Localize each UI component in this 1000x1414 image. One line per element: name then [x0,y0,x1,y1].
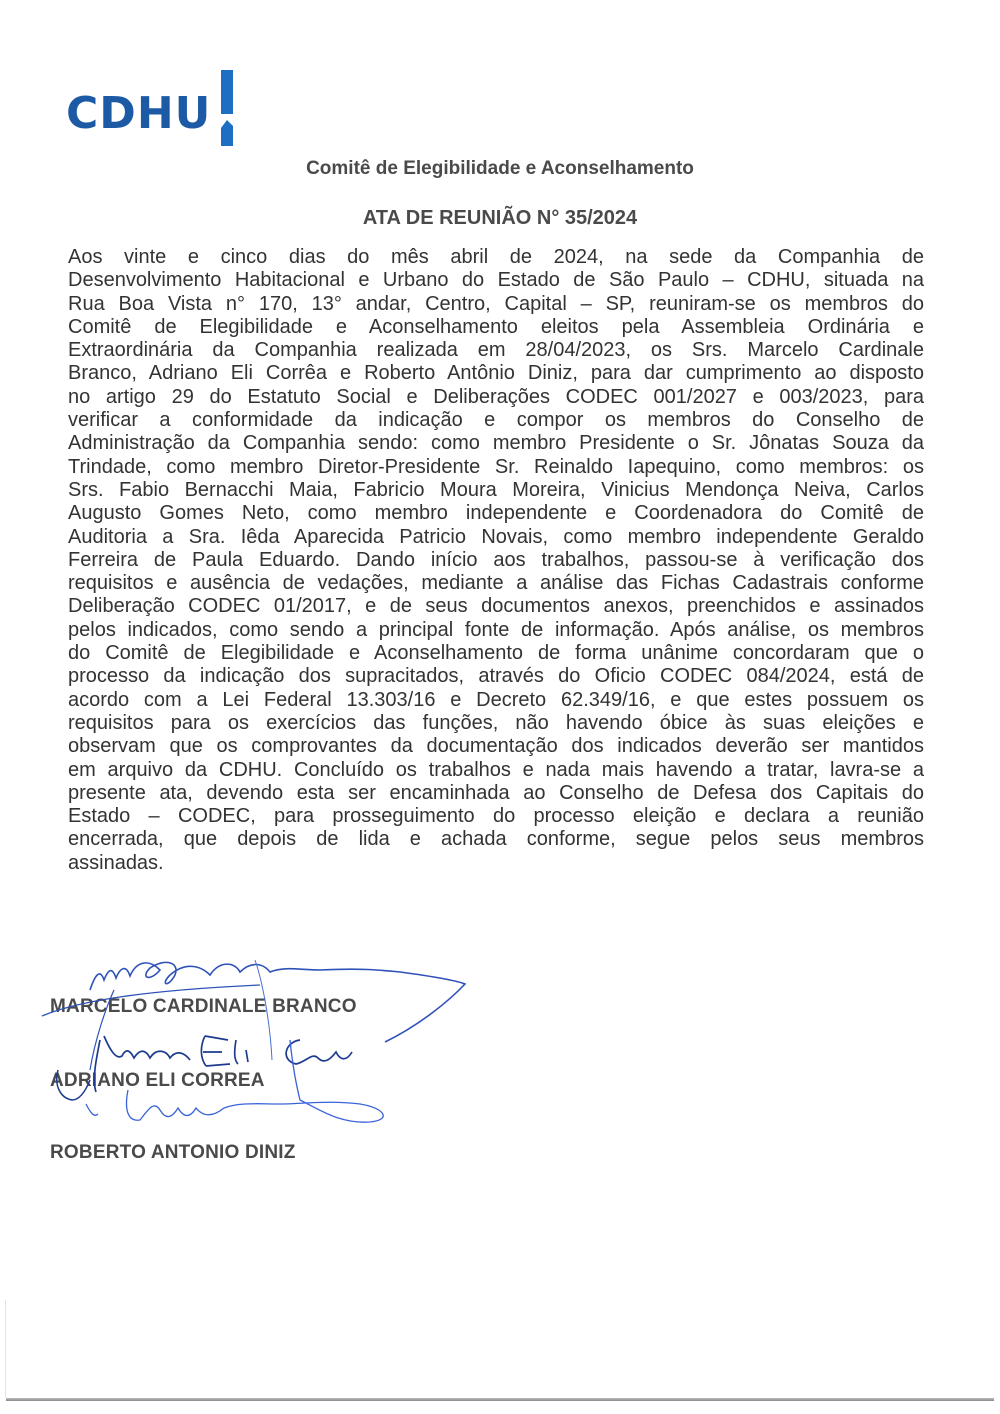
body-line-text: Deliberação CODEC 01/2017, e de seus documentos anexos, preenchidos e assinados [68,595,924,618]
signature-adriano [94,1036,352,1092]
body-line-text: Auditoria a Sra. Iêda Aparecida Patricio Novais, como membro independente Geraldo [68,525,924,548]
body-line [68,549,924,572]
body-line [68,409,924,432]
body-line-text: Rua Boa Vista n° 170, 13° andar, Centro, Capital – SP, reuniram-se os membros do [68,292,924,315]
body-line [68,479,924,502]
body-line [68,316,924,339]
body-line [68,595,924,618]
body-line [68,526,924,549]
body-line-text: Estado – CODEC, para prosseguimento do processo eleição e declara a reunião [68,805,924,828]
signatory-name: MARCELO CARDINALE BRANCO [50,996,357,1017]
body-line [68,269,924,292]
body-line-text: verificar a conformidade da indicação e compor os membros do Conselho de [68,409,924,432]
logo-text: CDHU [66,88,212,139]
body-line-text: Augusto Gomes Neto, como membro independente e Coordenadora do Comitê de [68,502,924,525]
body-line-text: presente ata, devendo esta ser encaminhada ao Conselho de Defesa dos Capitais do [68,781,924,804]
committee-name-text: Comitê de Elegibilidade e Aconselhamento [306,158,694,179]
body-line-text: assinadas. [68,851,164,874]
body-line [68,689,924,712]
body-line-text: Extraordinária da Companhia realizada em 28/04/2023, os Srs. Marcelo Cardinale [68,339,924,362]
body-line [68,339,924,362]
body-line-text: processo da indicação dos supracitados, através do Oficio CODEC 084/2024, está de [68,665,924,688]
body-line-text: Desenvolvimento Habitacional e Urbano do Estado de São Paulo – CDHU, situada na [68,269,924,292]
body-line [68,362,924,385]
body-line-text: observam que os comprovantes da documentação dos indicados deverão ser mantidos [68,735,924,758]
body-line [68,456,924,479]
body-line [68,665,924,688]
body-line [68,502,924,525]
signature-marcelo [90,962,465,1042]
meeting-minutes-body [68,246,924,875]
body-line-text: do Comitê de Elegibilidade e Aconselhamento de forma unânime concordaram que o [68,642,924,665]
body-line [68,619,924,642]
scan-edge-bottom [6,1398,994,1401]
body-line-text: pelos indicados, como sendo a principal fonte de informação. Após análise, os membros [68,618,924,641]
body-line [68,759,924,782]
body-line-text: Trindade, como membro Diretor-Presidente Sr. Reinaldo Iapequino, como membros: os [68,455,924,478]
body-line [68,828,924,851]
body-line [68,293,924,316]
body-line [68,386,924,409]
body-line [68,432,924,455]
scan-edge-left [5,1300,6,1398]
cdhu-logo [66,70,235,139]
body-line-text: acordo com a Lei Federal 13.303/16 e Decreto 62.349/16, e que estes possuem os [68,688,924,711]
body-line [68,572,924,595]
committee-name [0,158,1000,180]
body-line-text: Branco, Adriano Eli Corrêa e Roberto Antônio Diniz, para dar cumprimento ao disposto [68,362,924,385]
document-title: ATA DE REUNIÃO N° 35/2024 [362,207,638,229]
body-line-text: Administração da Companhia sendo: como membro Presidente o Sr. Jônatas Souza da [68,432,924,455]
body-line [68,712,924,735]
signature-roberto [86,1040,383,1122]
body-line [68,735,924,758]
body-line [68,852,924,875]
body-line-text: requisitos para os exercícios das funções, não havendo óbice às suas eleições e [68,711,924,734]
body-line [68,642,924,665]
body-line-text: requisitos e ausência de vedações, mediante a análise das Fichas Cadastrais conforme [68,572,924,595]
body-line [68,782,924,805]
body-line-text: Comitê de Elegibilidade e Aconselhamento eleitos pela Assembleia Ordinária e [68,315,924,338]
signatory-name: ADRIANO ELI CORREA [50,1070,265,1091]
body-line-text: em arquivo da CDHU. Concluído os trabalhos e nada mais havendo a tratar, lavra-se a [68,758,924,781]
body-line [68,246,924,269]
body-line-text: Aos vinte e cinco dias do mês abril de 2024, na sede da Companhia de [68,246,924,268]
body-line-text: no artigo 29 do Estatuto Social e Deliberações CODEC 001/2027 e 003/2023, para [68,385,924,408]
body-line-text: encerrada, que depois de lida e achada conforme, segue pelos seus membros [68,828,924,851]
body-line-text: Srs. Fabio Bernacchi Maia, Fabricio Moura Moreira, Vinicius Mendonça Neiva, Carlos [68,478,924,501]
body-line [68,805,924,828]
logo-mark-icon [215,70,235,146]
signatory-name: ROBERTO ANTONIO DINIZ [50,1142,296,1163]
body-line-text: Ferreira de Paula Eduardo. Dando início aos trabalhos, passou-se à verificação dos [68,548,924,571]
